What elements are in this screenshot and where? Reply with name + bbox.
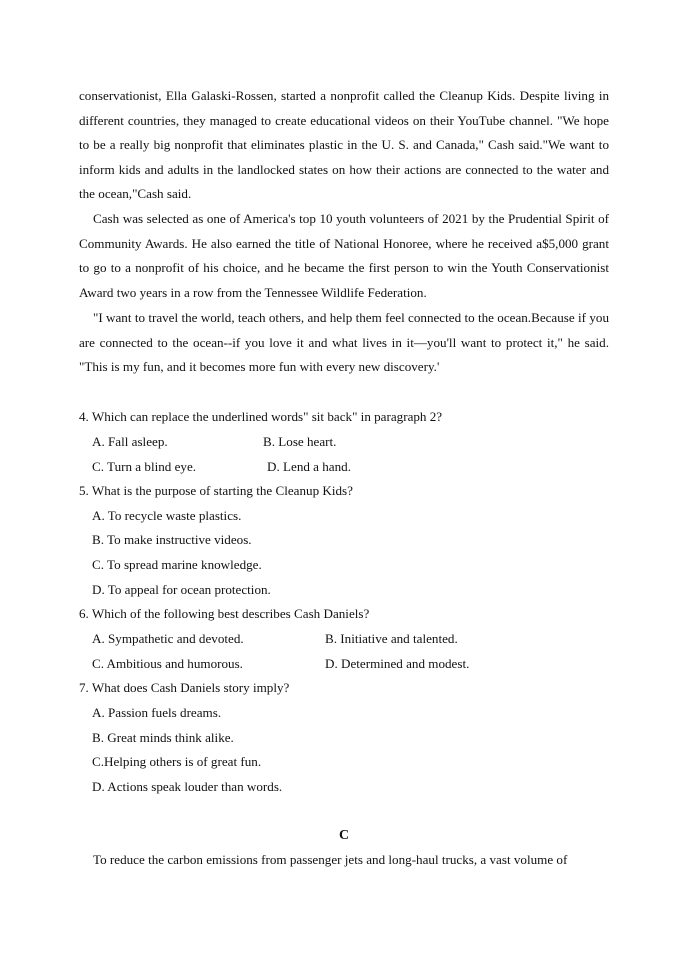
question-4-option-b: B. Lose heart. xyxy=(263,434,337,449)
question-7-option-b: B. Great minds think alike. xyxy=(92,730,234,745)
question-5-option-d: D. To appeal for ocean protection. xyxy=(92,582,271,597)
question-5-option-a: A. To recycle waste plastics. xyxy=(92,508,242,523)
passage-b-paragraph-1: conservationist, Ella Galaski-Rossen, started a nonprofit called the Cleanup Kids. Despite living in different countries, they managed to create educational videos on their YouTube channel. "We hope to be a really big nonprofit that eliminates plastic in the U. S. and Canada," Cash said."We want to inform kids and adults in the landlocked states on how their actions are connected to the water and the ocean,"Cash said. xyxy=(79,88,609,202)
question-4-option-d: D. Lend a hand. xyxy=(267,459,351,474)
question-7-option-a: A. Passion fuels dreams. xyxy=(92,705,222,720)
question-7-stem: 7. What does Cash Daniels story imply? xyxy=(79,680,290,695)
section-c-heading: C xyxy=(338,828,350,843)
question-4-stem: 4. Which can replace the underlined words" sit back" in paragraph 2? xyxy=(79,409,443,424)
question-6-option-b: B. Initiative and talented. xyxy=(325,631,458,646)
passage-b-paragraph-3: "I want to travel the world, teach others, and help them feel connected to the ocean.Because if you are connected to the ocean--if you love it and what lives in it—you'll want to protect it," he said. "This is my fun, and it becomes more fun with every new discovery.' xyxy=(79,310,609,375)
section-c-paragraph-1: To reduce the carbon emissions from passenger jets and long-haul trucks, a vast volume of xyxy=(93,852,568,867)
question-6-option-c: C. Ambitious and humorous. xyxy=(92,656,243,671)
question-6-option-d: D. Determined and modest. xyxy=(325,656,470,671)
question-5-option-b: B. To make instructive videos. xyxy=(92,532,252,547)
question-7-option-c: C.Helping others is of great fun. xyxy=(92,754,262,769)
question-5-stem: 5. What is the purpose of starting the Cleanup Kids? xyxy=(79,483,353,498)
question-6-stem: 6. Which of the following best describes Cash Daniels? xyxy=(79,606,370,621)
question-7-option-d: D. Actions speak louder than words. xyxy=(92,779,283,794)
question-4-option-a: A. Fall asleep. xyxy=(92,434,168,449)
passage-b-paragraph-2: Cash was selected as one of America's top 10 youth volunteers of 2021 by the Prudential Spirit of Community Awards. He also earned the title of National Honoree, where he received a$5,000 grant to go to a nonprofit of his choice, and he became the first person to win the Youth Conservationist Award two years in a row from the Tennessee Wildlife Federation. xyxy=(79,211,609,300)
question-5-option-c: C. To spread marine knowledge. xyxy=(92,557,262,572)
question-4-option-c: C. Turn a blind eye. xyxy=(92,459,197,474)
question-6-option-a: A. Sympathetic and devoted. xyxy=(92,631,244,646)
